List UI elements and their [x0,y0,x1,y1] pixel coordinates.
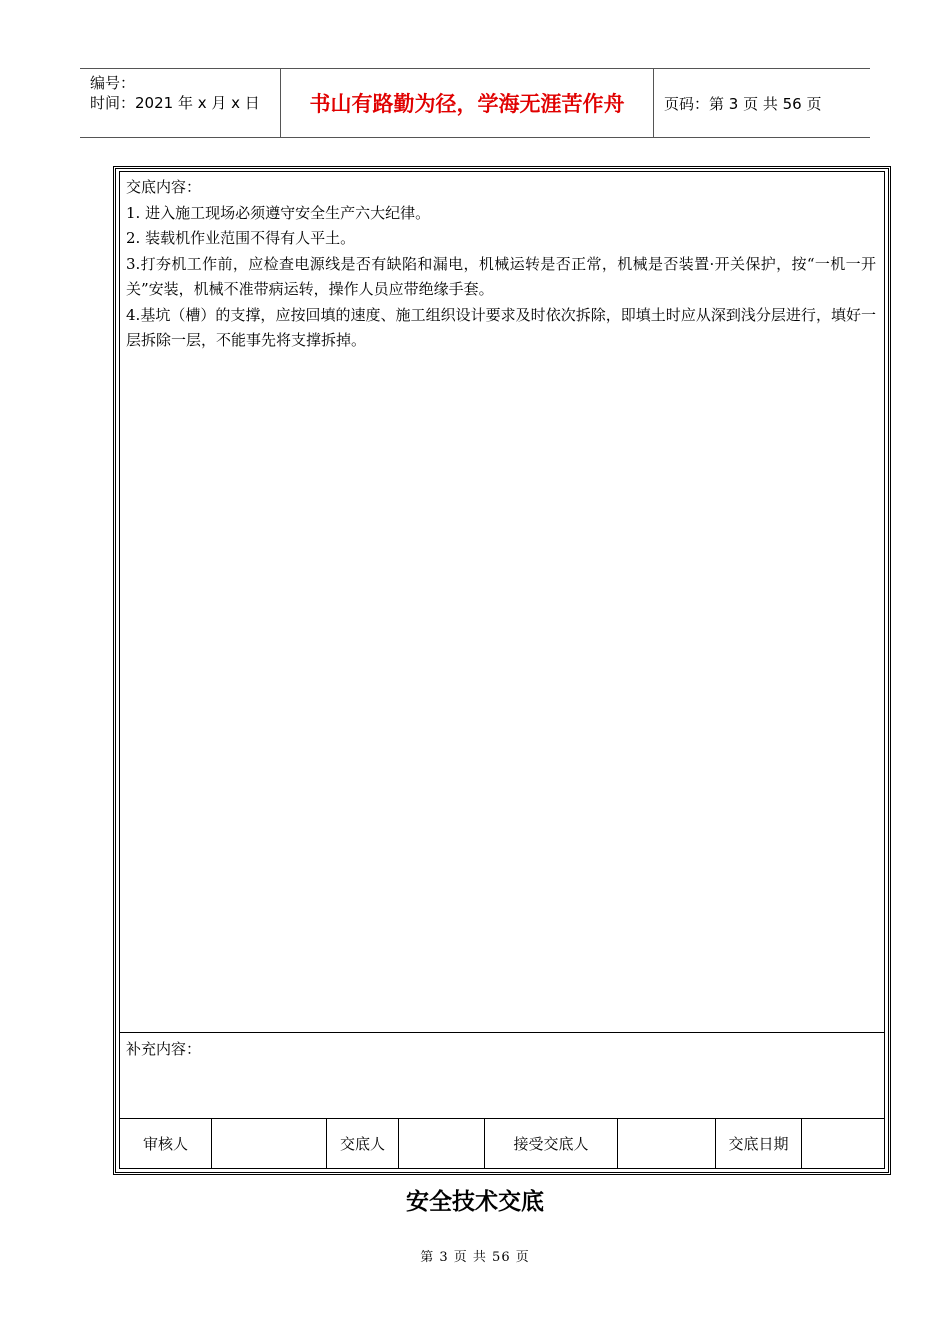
time-label: 时间：2021 年 x 月 x 日 [90,94,260,112]
receiver-field[interactable] [618,1119,716,1168]
discloser-label: 交底人 [327,1119,399,1168]
reviewer-label: 审核人 [120,1119,212,1168]
supplement-section [119,1032,885,1119]
header-meta [80,69,281,137]
content-item: 3.打夯机工作前，应检查电源线是否有缺陷和漏电，机械运转是否正常，机械是否装置·开关保护，按“一机一开关”安装，机械不准带病运转，操作人员应带绝缘手套。 [126,254,876,298]
document-title: 安全技术交底 [406,1189,544,1215]
reviewer-field[interactable] [212,1119,327,1168]
receiver-label: 接受交底人 [485,1119,618,1168]
content-item: 1. 进入施工现场必须遵守安全生产六大纪律。 [126,203,431,222]
disclosure-content [119,171,885,1033]
date-field[interactable] [802,1119,884,1168]
supplement-label: 补充内容： [126,1040,202,1058]
number-label: 编号： [90,74,136,92]
signature-row [119,1118,885,1169]
discloser-field[interactable] [399,1119,485,1168]
header-page-info: 页码：第 3 页 共 56 页 [664,94,822,113]
date-label: 交底日期 [716,1119,802,1168]
header-motto: 书山有路勤为径，学海无涯苦作舟 [281,69,654,137]
content-item: 4.基坑（槽）的支撑，应按回填的速度、施工组织设计要求及时依次拆除，即填土时应从深到浅分层进行，填好一层拆除一层，不能事先将支撑拆掉。 [126,305,876,349]
content-item: 2. 装载机作业范围不得有人平土。 [126,229,356,247]
page-header [80,68,870,138]
page-footer: 第 3 页 共 56 页 [420,1250,530,1265]
content-heading: 交底内容： [126,178,202,196]
